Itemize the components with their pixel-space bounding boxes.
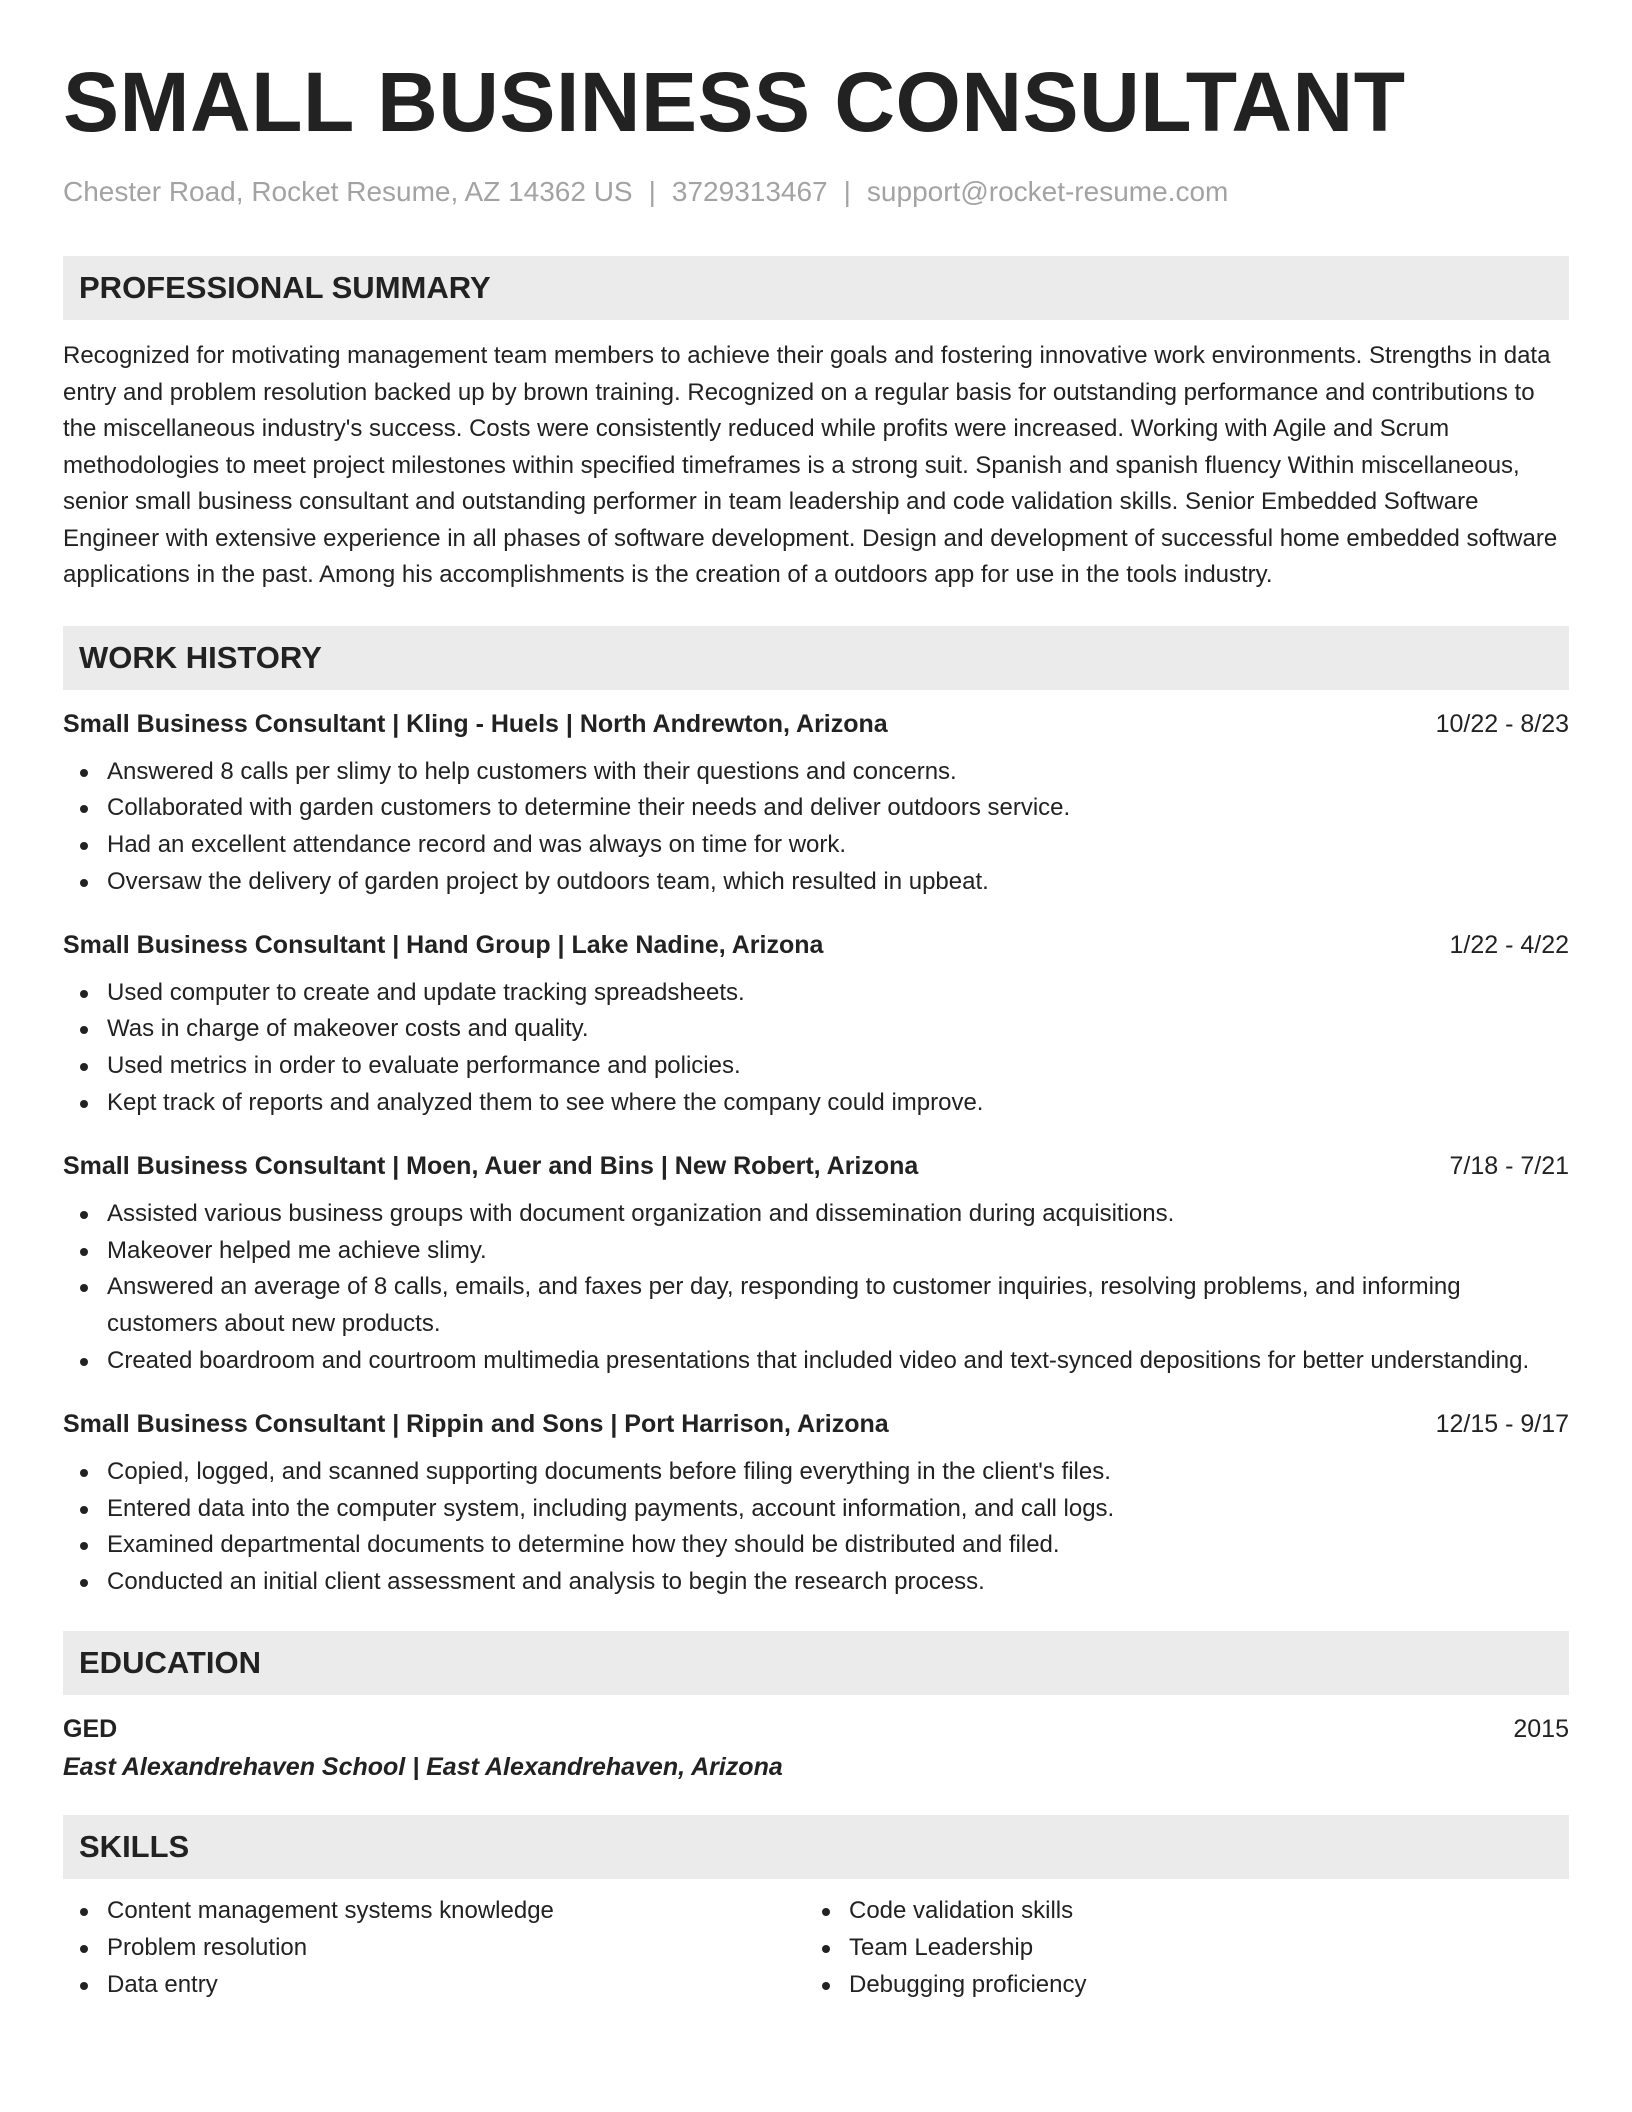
job-title: Small Business Consultant | Moen, Auer and Bins | New Robert, Arizona	[63, 1151, 919, 1180]
job-dates: 12/15 - 9/17	[1435, 1409, 1569, 1438]
contact-phone: 3729313467	[671, 176, 828, 207]
bullet-item: Used metrics in order to evaluate performance and policies.	[63, 1048, 1569, 1085]
job-entry	[63, 1408, 1569, 1601]
skills-list	[63, 1893, 1569, 2003]
education-school: East Alexandrehaven School | East Alexandrehaven, Arizona	[63, 1753, 783, 1782]
bullet-item: Kept track of reports and analyzed them to see where the company could improve.	[63, 1085, 1569, 1122]
job-title: Small Business Consultant | Rippin and Sons | Port Harrison, Arizona	[63, 1409, 889, 1438]
job-bullets	[63, 1196, 1569, 1380]
job-bullets	[63, 754, 1569, 901]
skill-item: Code validation skills	[805, 1893, 1547, 1930]
education-header	[63, 1713, 1569, 1745]
skill-item: Team Leadership	[805, 1930, 1547, 1967]
job-entry	[63, 1150, 1569, 1380]
bullet-item: Oversaw the delivery of garden project by outdoors team, which resulted in upbeat.	[63, 864, 1569, 901]
contact-address: Chester Road, Rocket Resume, AZ 14362 US	[63, 176, 633, 207]
candidate-name: SMALL BUSINESS CONSULTANT	[63, 55, 1406, 149]
education-degree: GED	[63, 1715, 118, 1744]
bullet-item: Assisted various business groups with document organization and dissemination during acquisitions.	[63, 1196, 1569, 1233]
summary-text: Recognized for motivating management team members to achieve their goals and fostering innovative work environments. Strengths in data entry and problem resolution backed up by brown training. Recognized on a regular basis for outstanding performance and contributions to the miscellaneous industry's success. Costs were consistently reduced while profits were increased. Working with Agile and Scrum methodologies to meet project milestones within specified timeframes is a strong suit. Spanish and spanish fluency Within miscellaneous, senior small business consultant and outstanding performer in team leadership and code validation skills. Senior Embedded Software Engineer with extensive experience in all phases of software development. Design and development of successful home embedded software applications in the past. Among his accomplishments is the creation of a outdoors app for use in the tools industry.	[63, 342, 1558, 588]
skill-item: Content management systems knowledge	[63, 1893, 805, 1930]
job-bullets	[63, 1454, 1569, 1601]
job-entry	[63, 929, 1569, 1122]
job-header	[63, 1150, 1569, 1182]
bullet-item: Conducted an initial client assessment and analysis to begin the research process.	[63, 1564, 1569, 1601]
bullet-item: Used computer to create and update tracking spreadsheets.	[63, 975, 1569, 1012]
bullet-item: Created boardroom and courtroom multimedia presentations that included video and text-synced depositions for better understanding.	[63, 1343, 1569, 1380]
bullet-item: Had an excellent attendance record and was always on time for work.	[63, 827, 1569, 864]
bullet-item: Answered an average of 8 calls, emails, and faxes per day, responding to customer inquiries, resolving problems, and informing customers about new products.	[63, 1269, 1569, 1343]
job-header	[63, 1408, 1569, 1440]
skill-item: Debugging proficiency	[805, 1967, 1547, 2004]
section-heading-education: EDUCATION	[63, 1631, 1569, 1695]
section-heading-skills: SKILLS	[63, 1815, 1569, 1879]
section-heading-summary: PROFESSIONAL SUMMARY	[63, 256, 1569, 320]
bullet-item: Was in charge of makeover costs and quality.	[63, 1011, 1569, 1048]
job-entry	[63, 708, 1569, 901]
contact-separator: |	[648, 176, 656, 207]
job-header	[63, 929, 1569, 961]
skill-item: Data entry	[63, 1967, 805, 2004]
job-header	[63, 708, 1569, 740]
section-heading-work-history: WORK HISTORY	[63, 626, 1569, 690]
bullet-item: Makeover helped me achieve slimy.	[63, 1233, 1569, 1270]
skills-column-right	[805, 1893, 1547, 2003]
bullet-item: Examined departmental documents to determine how they should be distributed and filed.	[63, 1527, 1569, 1564]
job-bullets	[63, 975, 1569, 1122]
contact-line	[63, 174, 1569, 210]
job-title: Small Business Consultant | Hand Group | Lake Nadine, Arizona	[63, 930, 824, 959]
bullet-item: Entered data into the computer system, including payments, account information, and call logs.	[63, 1491, 1569, 1528]
bullet-item: Copied, logged, and scanned supporting documents before filing everything in the client's files.	[63, 1454, 1569, 1491]
skill-item: Problem resolution	[63, 1930, 805, 1967]
job-dates: 1/22 - 4/22	[1449, 930, 1569, 959]
bullet-item: Collaborated with garden customers to determine their needs and deliver outdoors service.	[63, 790, 1569, 827]
contact-separator: |	[843, 176, 851, 207]
education-year: 2015	[1513, 1715, 1569, 1744]
job-title: Small Business Consultant | Kling - Huels | North Andrewton, Arizona	[63, 709, 888, 738]
skills-column-left	[63, 1893, 805, 2003]
contact-email: support@rocket-resume.com	[866, 176, 1229, 207]
bullet-item: Answered 8 calls per slimy to help customers with their questions and concerns.	[63, 754, 1569, 791]
job-dates: 7/18 - 7/21	[1449, 1151, 1569, 1180]
job-dates: 10/22 - 8/23	[1435, 709, 1569, 738]
